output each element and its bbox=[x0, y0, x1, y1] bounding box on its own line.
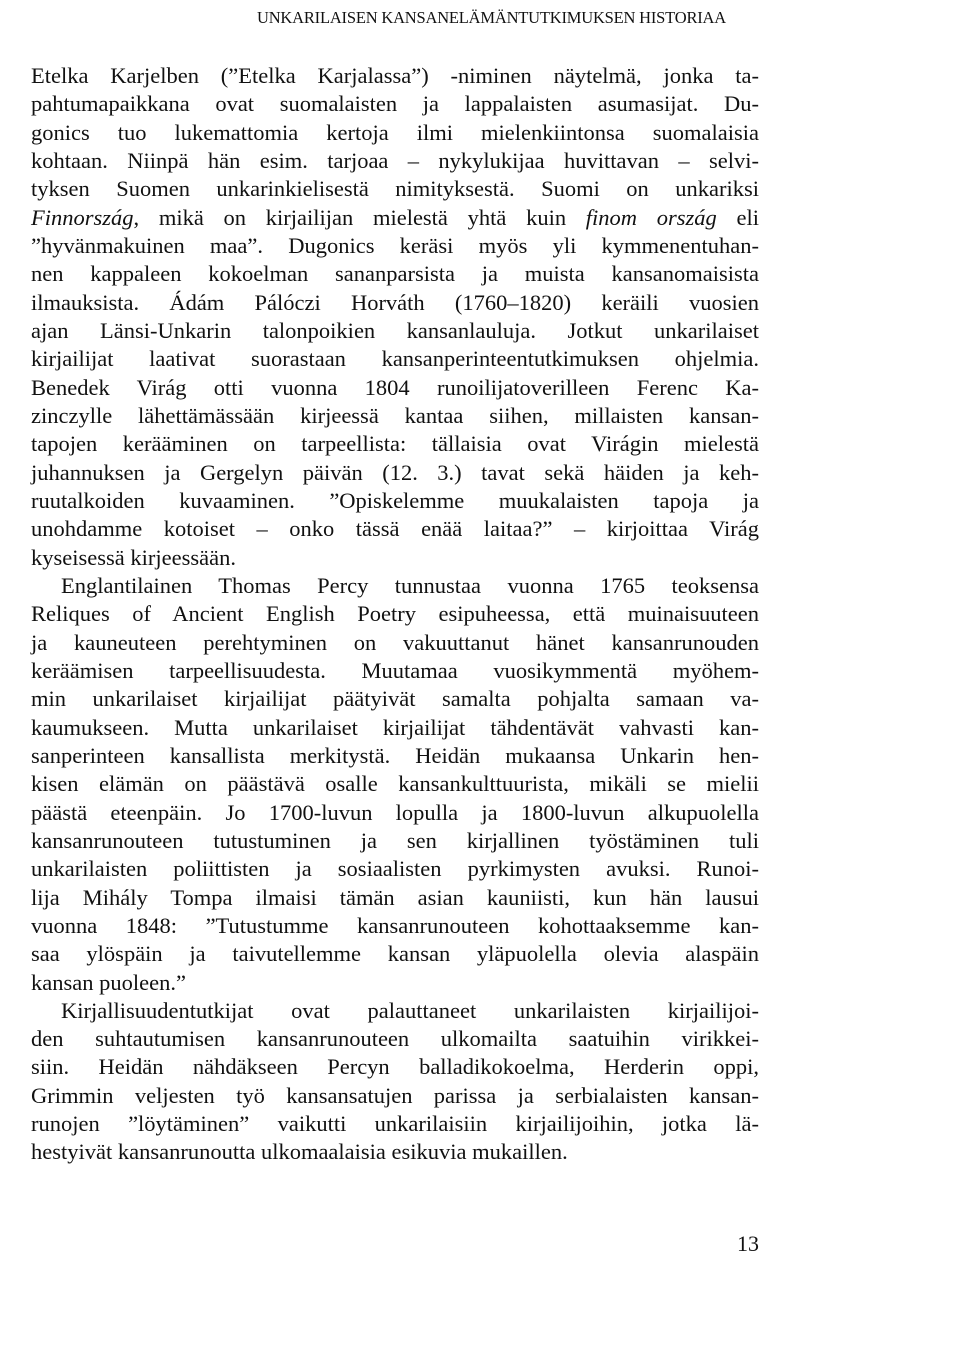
text-line: ruutalkoiden kuvaaminen. ”Opiskelemme muukalaisten tapoja ja bbox=[31, 487, 759, 513]
text-line: hestyivät kansanrunoutta ulkomaalaisia esikuvia mukaillen. bbox=[31, 1139, 568, 1165]
italic-term: Finnország bbox=[31, 204, 134, 230]
text-line bbox=[31, 204, 759, 232]
italic-term: finom ország bbox=[585, 204, 717, 230]
text-line: ”hyvänmakuinen maa”. Dugonics keräsi myös yli kymmenentuhan- bbox=[31, 232, 759, 258]
text-line: unkarilaisten poliittisten ja sosiaalisten pyrkimysten avuksi. Runoi- bbox=[31, 856, 759, 882]
text-line: keräämisen tarpeellisuudesta. Muutamaa vuosikymmentä myöhem- bbox=[31, 657, 759, 683]
text-line: den suhtautumisen kansanrunouteen ulkomailta saatuihin virikkei- bbox=[31, 1026, 759, 1052]
text-run: , mikä on kirjailijan mielestä yhtä kuin bbox=[133, 204, 586, 230]
text-line: gonics tuo lukemattomia kertoja ilmi mielenkiintonsa suomalaisia bbox=[31, 119, 759, 145]
paragraph bbox=[31, 572, 759, 997]
text-line: siin. Heidän nähdäkseen Percyn balladikokoelma, Herderin oppi, bbox=[31, 1054, 759, 1080]
text-line: Etelka Karjelben (”Etelka Karjalassa”) -niminen näytelmä, jonka ta- bbox=[31, 63, 759, 88]
text-line: tapojen kerääminen on tarpeellista: tällaisia ovat Virágin mielestä bbox=[31, 431, 759, 457]
text-line: päästä eteenpäin. Jo 1700-luvun lopulla ja 1800-luvun alkupuolella bbox=[31, 799, 759, 825]
text-line: Reliques of Ancient English Poetry esipuheessa, että muinaisuuteen bbox=[31, 601, 759, 627]
text-line: juhannuksen ja Gergelyn päivän (12. 3.) tavat sekä häiden ja keh- bbox=[31, 459, 759, 485]
text-run: eli bbox=[716, 204, 759, 230]
text-line: ilmauksista. Ádám Pálóczi Horváth (1760–1820) keräili vuosien bbox=[31, 289, 759, 315]
paragraph bbox=[31, 997, 759, 1167]
page-number: 13 bbox=[737, 1231, 759, 1256]
text-line: runojen ”löytäminen” vaikutti unkarilaisiin kirjailijoihin, jotka lä- bbox=[31, 1111, 759, 1137]
text-line: kisen elämän on päästävä osalle kansankulttuurista, mikäli se mielii bbox=[31, 771, 759, 797]
text-line: ja kauneuteen perehtyminen on vakuuttanut hänet kansanrunouden bbox=[31, 629, 759, 655]
text-line: tyksen Suomen unkarinkielisestä nimityksestä. Suomi on unkariksi bbox=[31, 176, 759, 202]
text-line: kohtaan. Niinpä hän esim. tarjoaa – nykylukijaa huvittavan – selvi- bbox=[31, 147, 759, 173]
text-line: kirjailijat laativat suorastaan kansanperinteentutkimuksen ohjelmia. bbox=[31, 346, 759, 372]
text-line: min unkarilaiset kirjailijat päätyivät samalta pohjalta samaan va- bbox=[31, 686, 759, 712]
text-line: pahtumapaikkana ovat suomalaisten ja lappalaisten asumasijat. Du- bbox=[31, 91, 759, 117]
text-line: saa ylöspäin ja taivutellemme kansan yläpuolella olevia alaspäin bbox=[31, 941, 759, 967]
body-text bbox=[31, 62, 759, 1167]
text-line: zinczylle lähettämässään kirjeessä kantaa siihen, millaisten kansan- bbox=[31, 402, 759, 428]
text-line: kansan puoleen.” bbox=[31, 969, 186, 995]
paragraph bbox=[31, 62, 759, 572]
text-line: nen kappaleen kokoelman sananparsista ja muista kansanomaisista bbox=[31, 261, 759, 287]
text-line: Englantilainen Thomas Percy tunnustaa vuonna 1765 teoksensa bbox=[61, 572, 759, 598]
text-line: Benedek Virág otti vuonna 1804 runoilijatoverilleen Ferenc Ka- bbox=[31, 374, 759, 400]
text-line: ajan Länsi-Unkarin talonpoikien kansanlauluja. Jotkut unkarilaiset bbox=[31, 317, 759, 343]
text-line: sanperinteen kansallista merkitystä. Heidän mukaansa Unkarin hen- bbox=[31, 742, 759, 768]
text-line: Grimmin veljesten työ kansansatujen parissa ja serbialaisten kansan- bbox=[31, 1082, 759, 1108]
text-line: kansanrunouteen tutustuminen ja sen kirjallinen työstäminen tuli bbox=[31, 827, 759, 853]
running-head: UNKARILAISEN KANSANELÄMÄNTUTKIMUKSEN HISTORIAA bbox=[257, 8, 726, 27]
text-line: vuonna 1848: ”Tutustumme kansanrunouteen kohottaaksemme kan- bbox=[31, 912, 759, 938]
text-line: unohdamme kotoiset – onko tässä enää laitaa?” – kirjoittaa Virág bbox=[31, 516, 759, 542]
text-line: kaumukseen. Mutta unkarilaiset kirjailijat tähdentävät vahvasti kan- bbox=[31, 714, 759, 740]
text-line: kyseisessä kirjeessään. bbox=[31, 544, 236, 570]
text-line: lija Mihály Tompa ilmaisi tämän asian kauniisti, kun hän lausui bbox=[31, 884, 759, 910]
text-line: Kirjallisuudentutkijat ovat palauttaneet unkarilaisten kirjailijoi- bbox=[61, 997, 759, 1023]
